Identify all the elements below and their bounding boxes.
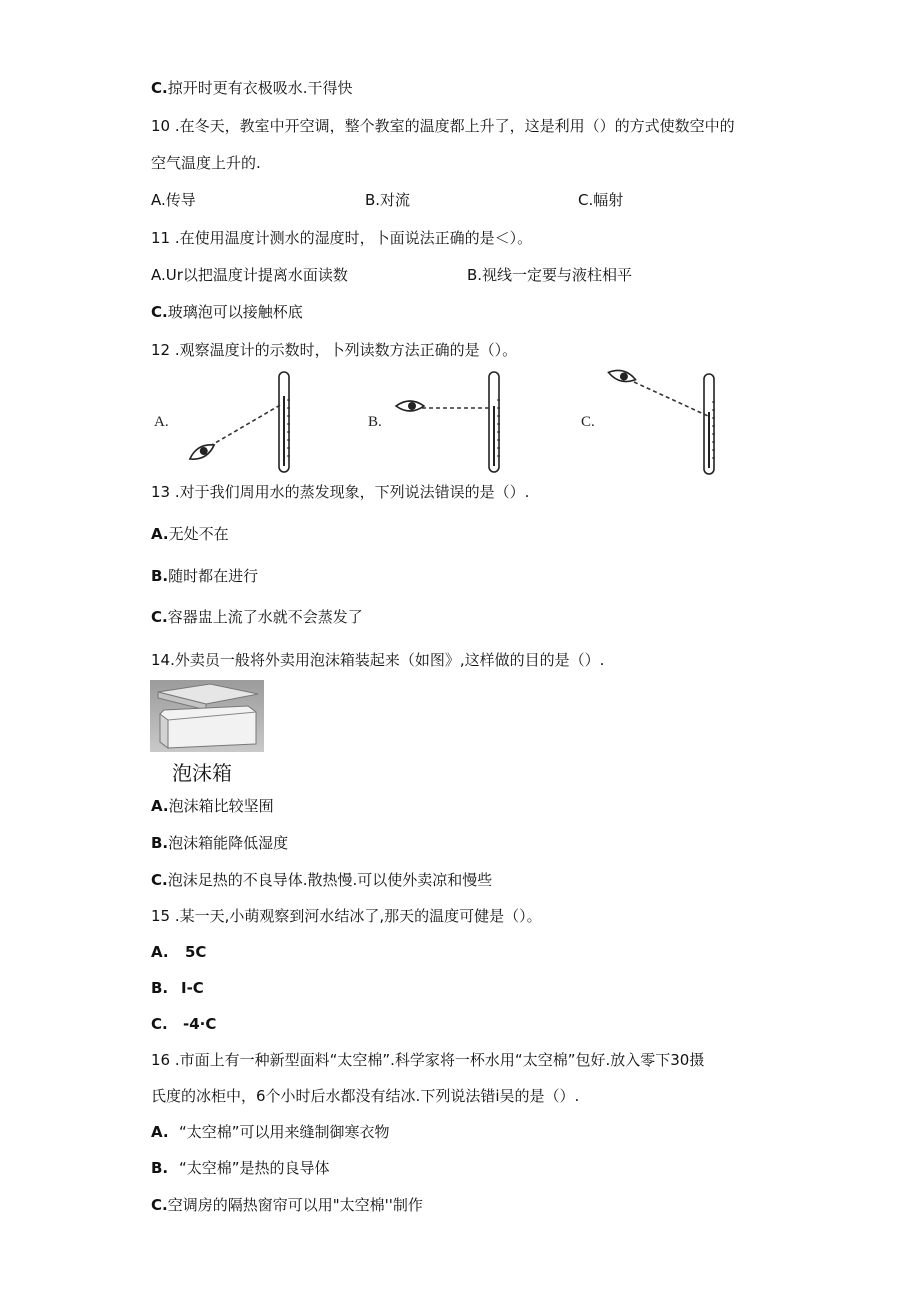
q15-option-c: [151, 1014, 351, 1034]
q15-option-a-label: A.: [151, 943, 169, 961]
q15-option-c-label: C.: [151, 1015, 168, 1033]
q14-stem: 14.外卖员一般将外卖用泡沫箱装起来（如图》,这样做的目的是（）.: [151, 651, 605, 669]
q15-option-a: [151, 942, 351, 962]
q11-stem: 11 .在使用温度计测水的湿度时，卜面说法正确的是＜）。: [151, 229, 533, 247]
q10-options: [151, 190, 751, 210]
q11-option-a: A.Ur以把温度计提离水面读数: [151, 266, 348, 284]
q14-option-b: B.泡沫箱能降低湿度: [151, 834, 289, 852]
q15-option-a-text: 5C: [185, 943, 207, 961]
q12-thermometer-figure: [148, 366, 728, 478]
q12-stem: 12 .观察温度计的示数时，卜列读数方法正确的是（）。: [151, 341, 518, 359]
q12-panel-b: [368, 372, 500, 472]
foam-box-caption: 泡沫箱: [172, 761, 232, 785]
q15-option-b-text: I-C: [181, 979, 204, 997]
q15-option-b: [151, 978, 351, 998]
q12-label-b: B.: [368, 414, 382, 430]
q9-option-c: C.掠开时更有衣极吸水.干得快: [151, 79, 353, 97]
foam-box-image: [150, 680, 264, 752]
q16-option-b-text: “太空棉”是热的良导体: [179, 1159, 330, 1177]
q15-stem: 15 .某一天,小萌观察到河水结冰了,那天的温度可健是（）。: [151, 907, 542, 925]
thermometer-icon: [489, 372, 500, 472]
q12-label-c: C.: [581, 414, 595, 430]
q16-option-c: C.空调房的隔热窗帘可以用"太空棉''制作: [151, 1196, 423, 1214]
q12-panel-c: [581, 368, 715, 474]
q15-option-b-label: B.: [151, 979, 169, 997]
thermometer-icon: [279, 372, 290, 472]
q16-stem-line-1: 16 .市面上有一种新型面料“太空棉”.科学家将一杯水用“太空棉”包好.放入零下30摄: [151, 1051, 705, 1069]
thermometer-icon: [704, 374, 715, 474]
q10-option-c: C.幅射: [578, 191, 624, 209]
eye-icon: [187, 441, 216, 464]
q10-option-b: B.对流: [365, 191, 411, 209]
q13-option-b: B.随时都在进行: [151, 567, 259, 585]
q10-stem-line-1: 10 .在冬天，教室中开空调，整个教室的温度都上升了，这是利用（）的方式使数空中的: [151, 117, 735, 135]
q10-option-a: A.传导: [151, 191, 196, 209]
q10-stem-line-2: 空气温度上升的.: [151, 154, 261, 172]
q13-stem: 13 .对于我们周用水的蒸发现象，下列说法错误的是（）.: [151, 483, 530, 501]
q14-option-a: A.泡沫箱比较坚囿: [151, 797, 274, 815]
q15-option-c-text: -4·C: [183, 1015, 217, 1033]
q13-option-c: C.容器盅上流了水就不会蒸发了: [151, 608, 363, 626]
q13-option-a: A.无处不在: [151, 525, 229, 543]
q16-option-a: [151, 1122, 551, 1142]
q16-stem-line-2: 氏度的冰柜中，6个小时后水都没有结冰.下列说法错i吴的是（）.: [151, 1087, 580, 1105]
q12-label-a: A.: [154, 414, 169, 430]
eye-icon: [396, 401, 424, 411]
q11-option-c: C.玻璃泡可以接触杯底: [151, 303, 303, 321]
q16-option-a-text: “太空棉”可以用来缝制御寒衣物: [179, 1123, 390, 1141]
q16-option-b: [151, 1158, 551, 1178]
q12-panel-a: [154, 372, 290, 472]
eye-icon: [607, 368, 637, 385]
q16-option-b-label: B.: [151, 1159, 169, 1177]
q16-option-a-label: A.: [151, 1123, 169, 1141]
q11-options-row: [151, 265, 751, 285]
q14-option-c: C.泡沫足热的不良导体.散热慢.可以使外卖凉和慢些: [151, 871, 493, 889]
q11-option-b: B.视线一定要与液柱相平: [467, 266, 633, 284]
